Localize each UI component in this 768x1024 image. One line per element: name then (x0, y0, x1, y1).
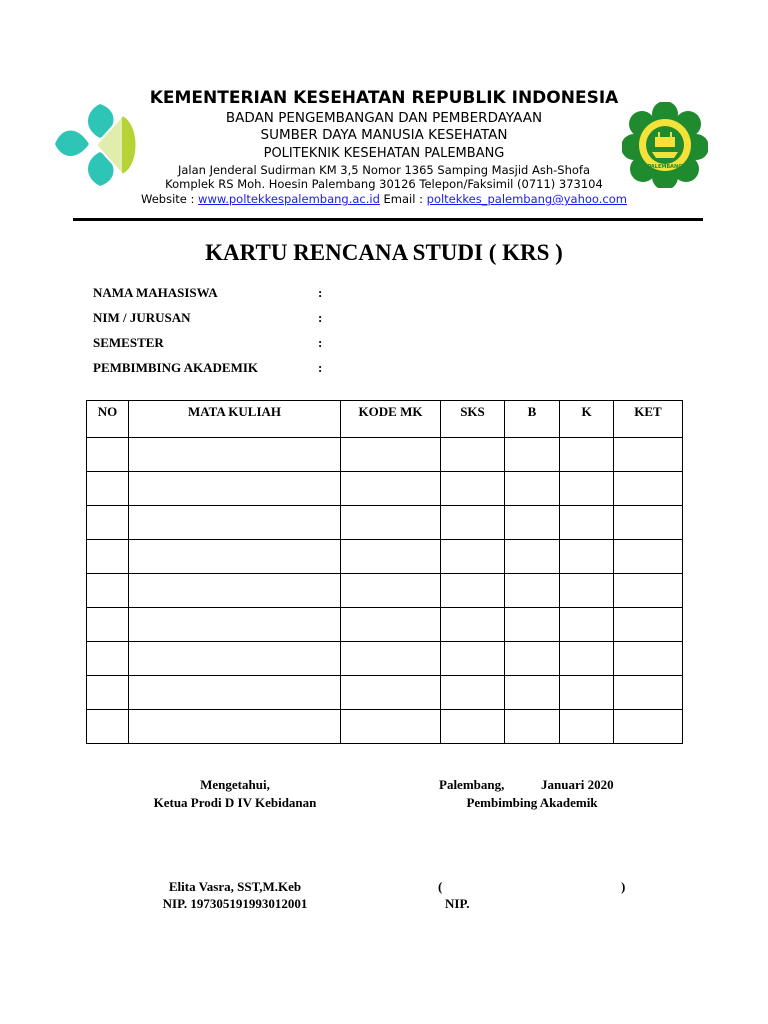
table-cell (614, 540, 683, 574)
agency-line-2: SUMBER DAYA MANUSIA KESEHATAN (260, 127, 508, 143)
table-row (87, 608, 683, 642)
table-cell (129, 642, 341, 676)
address-line-1: Jalan Jenderal Sudirman KM 3,5 Nomor 1365 Samping Masjid Ash-Shofa (177, 163, 591, 177)
table-cell (87, 438, 129, 472)
sig-right-nip: NIP. (445, 896, 470, 911)
table-cell (129, 540, 341, 574)
table-cell (341, 642, 441, 676)
field-label-semester: SEMESTER (93, 335, 164, 350)
table-cell (614, 574, 683, 608)
table-cell (505, 676, 560, 710)
table-cell (560, 506, 614, 540)
table-cell (129, 438, 341, 472)
table-row (87, 676, 683, 710)
table-cell (129, 608, 341, 642)
table-cell (341, 710, 441, 744)
sig-right-close-paren: ) (621, 879, 626, 894)
table-cell (87, 676, 129, 710)
contact-line (0, 192, 768, 206)
table-cell (614, 642, 683, 676)
table-row (87, 540, 683, 574)
table-cell (560, 574, 614, 608)
header-divider (73, 218, 703, 221)
field-label-nama: NAMA MAHASISWA (93, 285, 218, 300)
table-cell (505, 540, 560, 574)
table-cell (341, 472, 441, 506)
column-header-b: B (505, 401, 560, 438)
column-header-k: K (560, 401, 614, 438)
sig-right-date: Januari 2020 (541, 777, 614, 792)
table-cell (441, 642, 505, 676)
table-cell (441, 710, 505, 744)
sig-left-name: Elita Vasra, SST,M.Keb (168, 879, 302, 894)
table-cell (441, 472, 505, 506)
sig-right-role: Pembimbing Akademik (466, 795, 598, 810)
table-cell (560, 608, 614, 642)
field-colon-nim: : (318, 310, 323, 325)
table-cell (341, 608, 441, 642)
table-cell (614, 506, 683, 540)
sig-left-line1: Mengetahui, (200, 777, 270, 792)
table-cell (614, 472, 683, 506)
column-header-mata-kuliah: MATA KULIAH (129, 401, 341, 438)
document-title: KARTU RENCANA STUDI ( KRS ) (205, 240, 563, 265)
column-header-kode-mk: KODE MK (341, 401, 441, 438)
table-cell (441, 506, 505, 540)
table-cell (441, 574, 505, 608)
table-row (87, 574, 683, 608)
table-cell (87, 540, 129, 574)
table-row (87, 642, 683, 676)
table-cell (505, 608, 560, 642)
website-label: Website : (141, 192, 199, 206)
table-cell (505, 574, 560, 608)
address-line-2: Komplek RS Moh. Hoesin Palembang 30126 Telepon/Faksimil (0711) 373104 (165, 177, 603, 191)
table-cell (614, 710, 683, 744)
table-row (87, 472, 683, 506)
krs-table (86, 400, 683, 744)
table-cell (87, 574, 129, 608)
table-cell (560, 540, 614, 574)
table-row (87, 710, 683, 744)
table-cell (560, 676, 614, 710)
table-cell (129, 710, 341, 744)
table-cell (560, 642, 614, 676)
sig-left-nip: NIP. 197305191993012001 (162, 896, 308, 911)
table-cell (614, 676, 683, 710)
emblem-label: PALEMBANG (647, 164, 683, 170)
ministry-title: KEMENTERIAN KESEHATAN REPUBLIK INDONESIA (149, 88, 619, 108)
table-cell (560, 710, 614, 744)
column-header-sks: SKS (441, 401, 505, 438)
table-cell (341, 676, 441, 710)
table-cell (87, 608, 129, 642)
table-row (87, 438, 683, 472)
email-label: Email : (379, 192, 427, 206)
table-cell (614, 438, 683, 472)
column-header-ket: KET (614, 401, 683, 438)
table-cell (129, 574, 341, 608)
table-cell (341, 506, 441, 540)
table-cell (441, 608, 505, 642)
table-row (87, 506, 683, 540)
table-cell (441, 540, 505, 574)
table-cell (87, 710, 129, 744)
table-cell (560, 438, 614, 472)
table-cell (341, 540, 441, 574)
sig-left-role: Ketua Prodi D IV Kebidanan (153, 795, 317, 810)
table-cell (341, 438, 441, 472)
institution-name: POLITEKNIK KESEHATAN PALEMBANG (263, 146, 505, 161)
table-cell (129, 506, 341, 540)
website-link[interactable]: www.poltekkespalembang.ac.id (198, 192, 380, 206)
table-cell (505, 642, 560, 676)
table-cell (614, 608, 683, 642)
table-cell (87, 506, 129, 540)
table-cell (87, 472, 129, 506)
table-cell (505, 710, 560, 744)
table-cell (441, 438, 505, 472)
column-header-no: NO (87, 401, 129, 438)
email-link[interactable]: poltekkes_palembang@yahoo.com (426, 192, 627, 206)
table-cell (341, 574, 441, 608)
agency-line-1: BADAN PENGEMBANGAN DAN PEMBERDAYAAN (225, 110, 543, 126)
table-cell (505, 438, 560, 472)
sig-right-place: Palembang, (439, 777, 505, 792)
field-label-nim: NIM / JURUSAN (93, 310, 191, 325)
field-colon-nama: : (318, 285, 323, 300)
sig-right-open-paren: ( (438, 879, 443, 894)
field-colon-pembimbing: : (318, 360, 323, 375)
table-cell (441, 676, 505, 710)
table-cell (505, 472, 560, 506)
table-header-row (87, 401, 683, 438)
table-cell (129, 676, 341, 710)
table-cell (560, 472, 614, 506)
table-cell (129, 472, 341, 506)
table-cell (87, 642, 129, 676)
field-label-pembimbing: PEMBIMBING AKADEMIK (93, 360, 259, 375)
field-colon-semester: : (318, 335, 323, 350)
table-cell (505, 506, 560, 540)
